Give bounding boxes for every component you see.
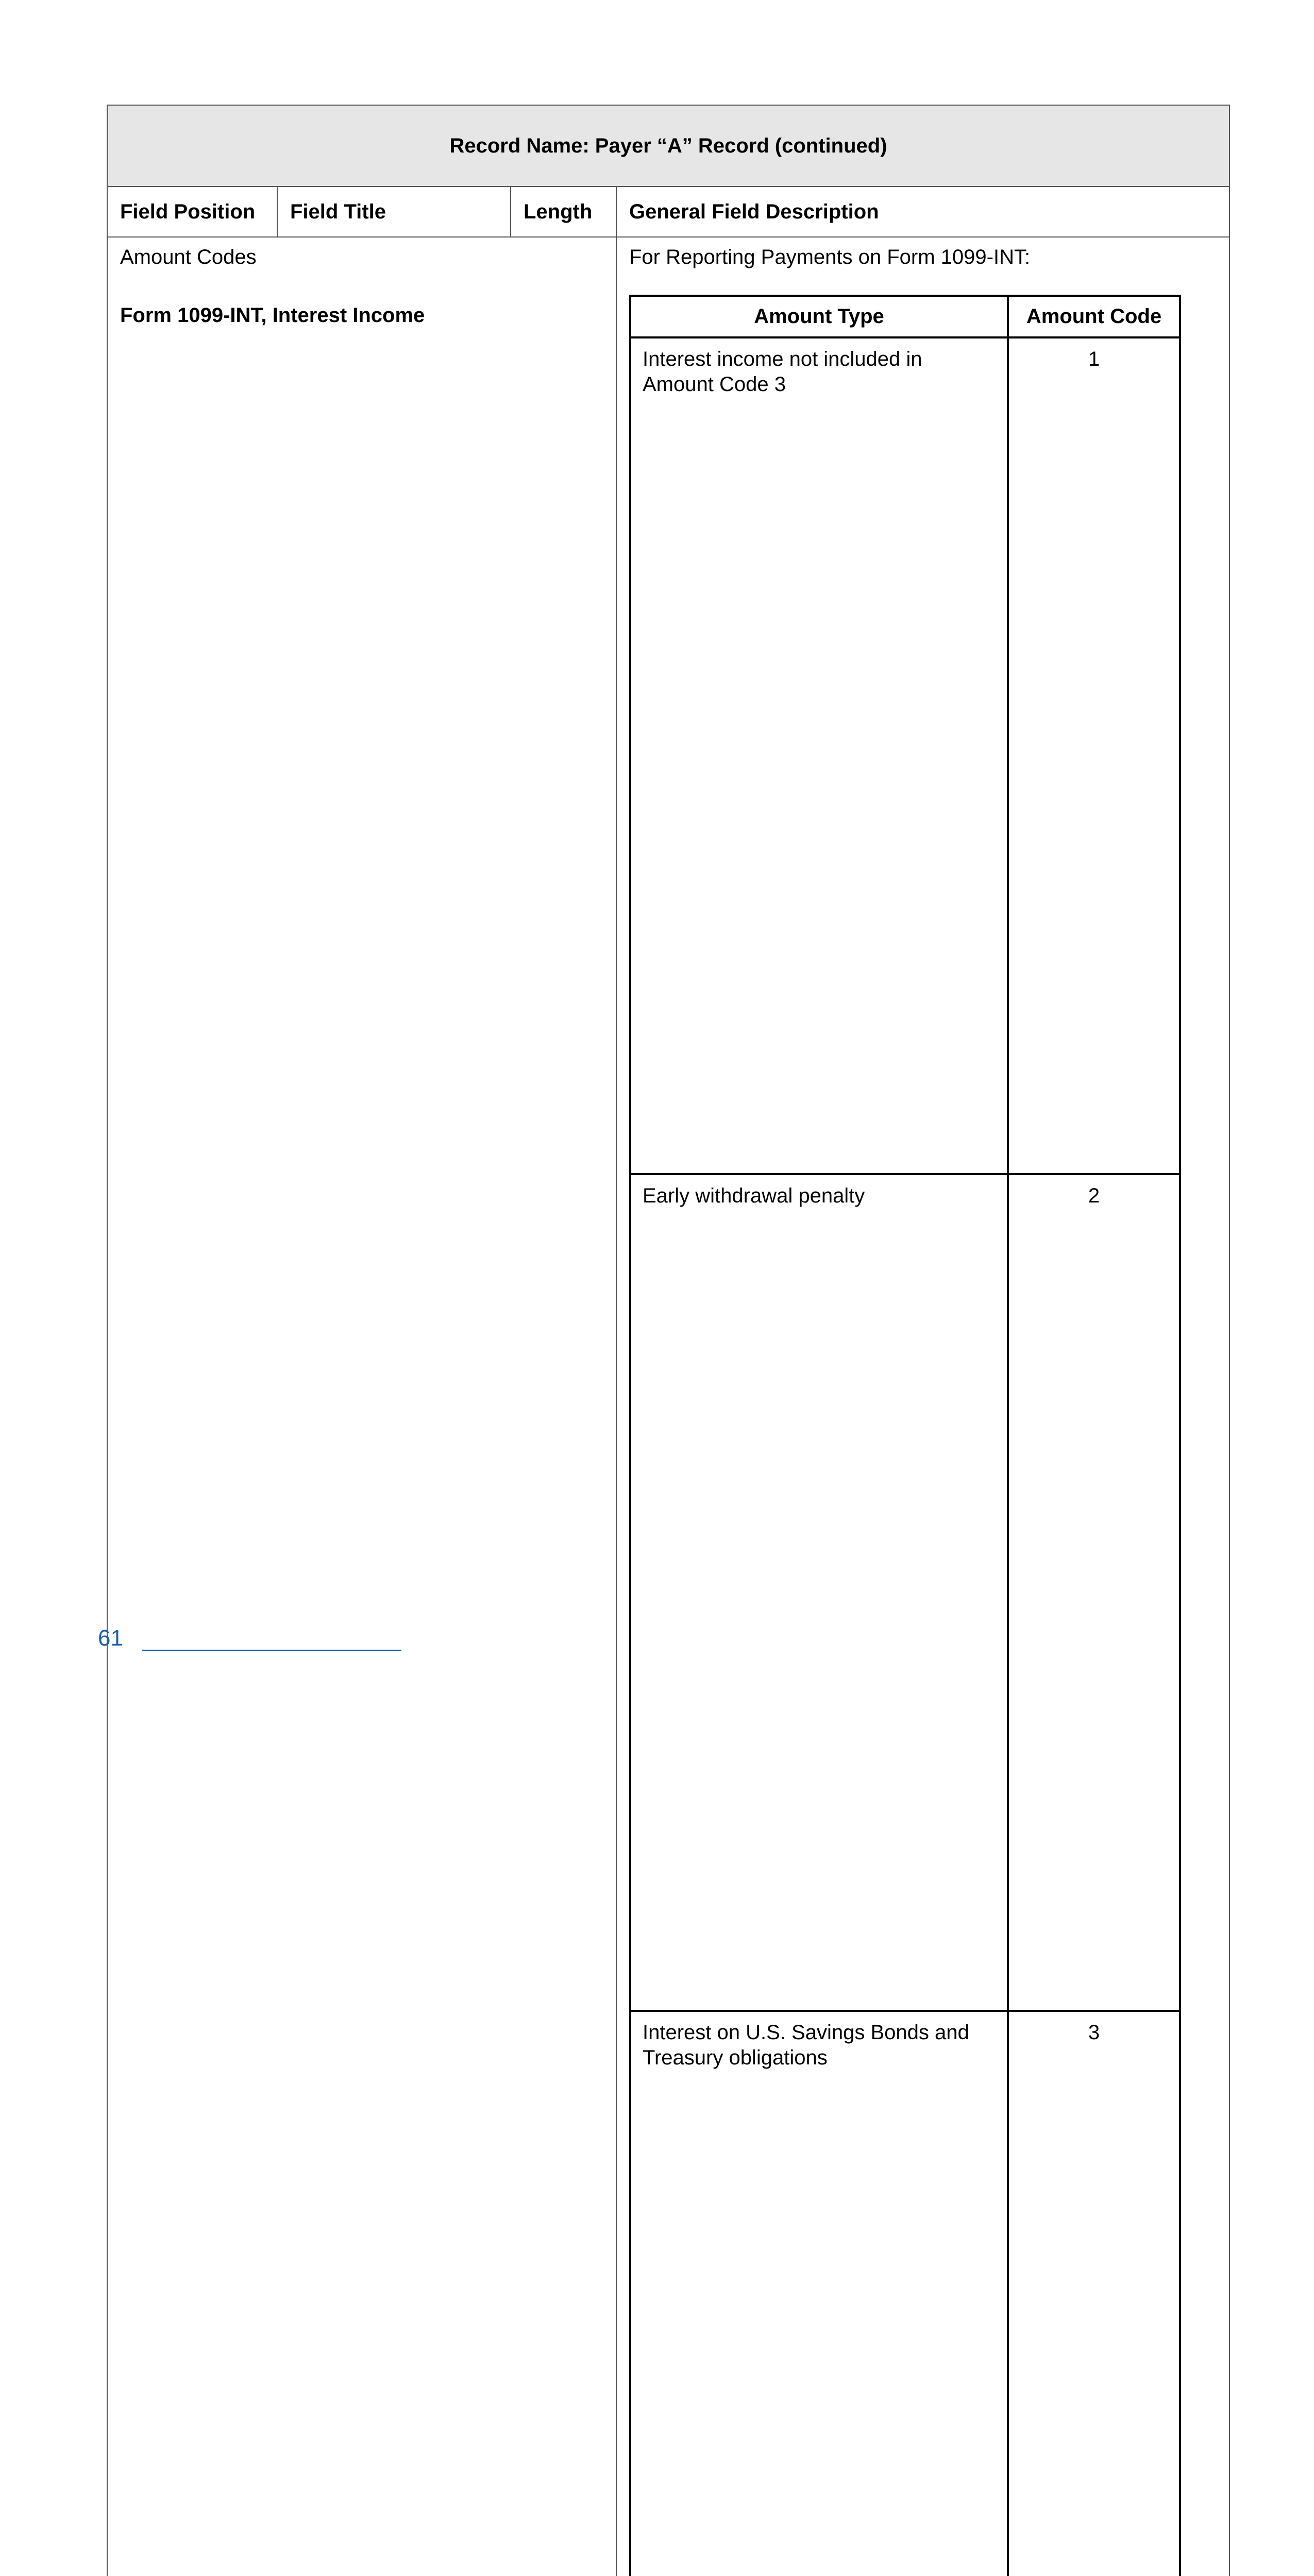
header-field-position: Field Position <box>107 187 277 237</box>
footer-rule <box>142 1650 401 1651</box>
record-title: Record Name: Payer “A” Record (continued) <box>107 105 1229 187</box>
table-row <box>630 337 1180 1174</box>
amount-code-cell: 1 <box>1008 337 1180 1174</box>
header-amount-code: Amount Code <box>1008 296 1180 337</box>
page-number: 61 <box>98 1625 123 1651</box>
amount-codes-table <box>629 295 1181 2576</box>
table-row <box>630 2011 1180 2576</box>
amount-type-cell: Interest income not included in Amount Code 3 <box>630 337 1008 1174</box>
column-header-row <box>107 187 1229 237</box>
title-row <box>107 105 1229 187</box>
header-amount-type: Amount Type <box>630 296 1008 337</box>
header-length: Length <box>511 187 616 237</box>
table-row <box>630 1174 1180 2011</box>
codes-body <box>630 337 1180 2576</box>
amount-code-cell: 2 <box>1008 1174 1180 2011</box>
amount-type-cell: Interest on U.S. Savings Bonds and Treasury obligations <box>630 2011 1008 2576</box>
header-general-description: General Field Description <box>616 187 1229 237</box>
field-title-cell <box>107 237 616 2576</box>
amount-type-cell: Early withdrawal penalty <box>630 1174 1008 2011</box>
amount-codes-row <box>107 237 1229 2576</box>
field-title-text: Amount Codes <box>120 246 257 268</box>
record-layout-table <box>107 105 1230 2576</box>
codes-header-row <box>630 296 1180 337</box>
description-cell <box>616 237 1229 2576</box>
amount-code-cell: 3 <box>1008 2011 1180 2576</box>
header-field-title: Field Title <box>277 187 511 237</box>
form-name-text: Form 1099-INT, Interest Income <box>120 304 425 327</box>
description-intro: For Reporting Payments on Form 1099-INT: <box>629 246 1031 268</box>
